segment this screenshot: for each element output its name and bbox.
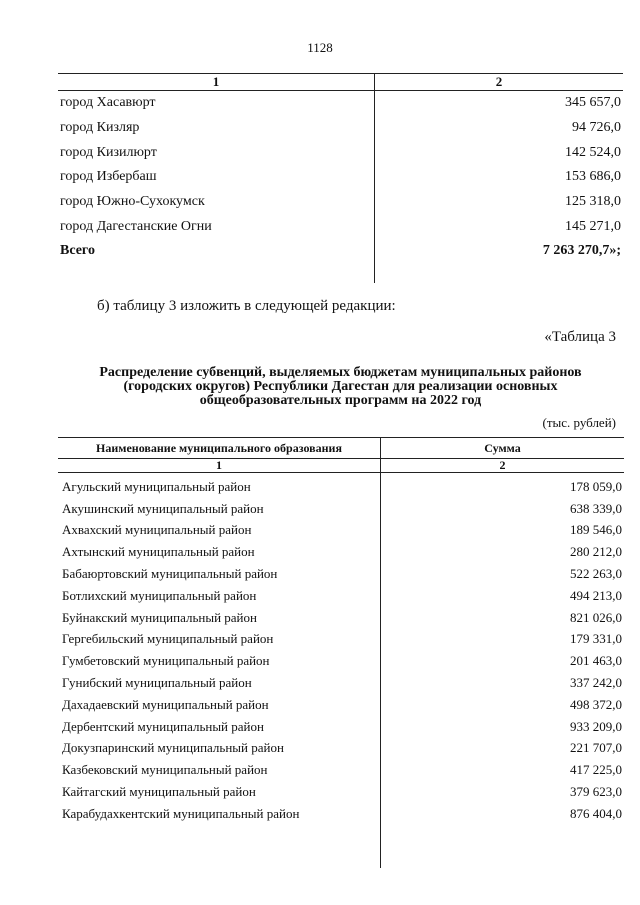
- row-name: город Южно-Сухокумск: [60, 194, 205, 210]
- total-label: Всего: [60, 243, 95, 259]
- row-value: 345 657,0: [565, 95, 621, 111]
- row-name: Буйнакский муниципальный район: [62, 609, 257, 625]
- row-name: Ахвахский муниципальный район: [62, 522, 252, 538]
- row-name: Гергебильский муниципальный район: [62, 631, 274, 647]
- table-row: [58, 735, 624, 757]
- table-row: [58, 495, 624, 517]
- row-name: город Хасавюрт: [60, 95, 156, 111]
- row-value: 498 372,0: [570, 696, 622, 712]
- column-header-1: 1: [58, 74, 375, 90]
- table-row: [58, 647, 624, 669]
- row-value: 94 726,0: [572, 120, 621, 136]
- units-label: (тыс. рублей): [542, 415, 616, 430]
- row-name: Дахадаевский муниципальный район: [62, 696, 269, 712]
- table-row: [58, 560, 624, 582]
- row-value: 201 463,0: [570, 653, 622, 669]
- column-number-1: 1: [58, 458, 380, 472]
- total-row: [58, 239, 623, 264]
- table-row: [58, 538, 624, 560]
- table-row: [58, 626, 624, 648]
- row-name: Ботлихский муниципальный район: [62, 587, 257, 603]
- table-row: [58, 604, 624, 626]
- row-name: город Дагестанские Огни: [60, 218, 212, 234]
- table-row: [58, 190, 623, 215]
- row-name: город Кизилюрт: [60, 144, 157, 160]
- row-name: Казбековский муниципальный район: [62, 762, 268, 778]
- row-value: 638 339,0: [570, 500, 622, 516]
- table-header: [58, 73, 623, 91]
- column-header-sum: Сумма: [484, 441, 521, 455]
- row-name: Карабудахкентский муниципальный район: [62, 805, 300, 821]
- row-name: Кайтагский муниципальный район: [62, 783, 256, 799]
- table-row: [58, 116, 623, 141]
- amendment-paragraph: б) таблицу 3 изложить в следующей редакции:: [97, 298, 396, 314]
- row-value: 337 242,0: [570, 674, 622, 690]
- row-value: 280 212,0: [570, 544, 622, 560]
- row-name: Ахтынский муниципальный район: [62, 544, 255, 560]
- table-continuation: [58, 73, 623, 264]
- row-name: Докузпаринский муниципальный район: [62, 740, 284, 756]
- row-value: 142 524,0: [565, 144, 621, 160]
- row-value: 417 225,0: [570, 762, 622, 778]
- title-line: (городских округов) Республики Дагестан для реализации основных: [123, 379, 558, 394]
- table-row: [58, 691, 624, 713]
- row-name: город Кизляр: [60, 120, 140, 136]
- total-value: 7 263 270,7»;: [542, 243, 621, 259]
- row-value: 189 546,0: [570, 522, 622, 538]
- table-title: [58, 366, 623, 408]
- table-row: [58, 713, 624, 735]
- row-value: 494 213,0: [570, 587, 622, 603]
- row-value: 221 707,0: [570, 740, 622, 756]
- row-value: 153 686,0: [565, 169, 621, 185]
- table-header: [58, 437, 624, 473]
- row-value: 179 331,0: [570, 631, 622, 647]
- column-header-2: 2: [495, 74, 503, 89]
- page-number: 1128: [307, 40, 333, 55]
- table-row: [58, 517, 624, 539]
- row-name: Дербентский муниципальный район: [62, 718, 264, 734]
- table-row: [58, 756, 624, 778]
- row-value: 933 209,0: [570, 718, 622, 734]
- row-name: Агульский муниципальный район: [62, 478, 251, 494]
- table-row: [58, 91, 623, 116]
- row-name: город Избербаш: [60, 169, 157, 185]
- row-name: Бабаюртовский муниципальный район: [62, 565, 278, 581]
- table-row: [58, 582, 624, 604]
- column-number-2: 2: [381, 458, 624, 472]
- title-line: Распределение субвенций, выделяемых бюджетам муниципальных районов: [99, 365, 582, 380]
- table-label: «Таблица 3: [544, 329, 616, 345]
- row-value: 178 059,0: [570, 478, 622, 494]
- table-row: [58, 800, 624, 822]
- table-row: [58, 165, 623, 190]
- row-value: 522 263,0: [570, 565, 622, 581]
- table-row: [58, 214, 623, 239]
- row-name: Гумбетовский муниципальный район: [62, 653, 270, 669]
- title-line: общеобразовательных программ на 2022 год: [199, 393, 482, 408]
- table-row: [58, 473, 624, 495]
- column-header-name: Наименование муниципального образования: [96, 441, 342, 455]
- row-value: 876 404,0: [570, 805, 622, 821]
- row-value: 379 623,0: [570, 783, 622, 799]
- table-row: [58, 140, 623, 165]
- table-row: [58, 669, 624, 691]
- row-value: 821 026,0: [570, 609, 622, 625]
- table-row: [58, 778, 624, 800]
- row-value: 145 271,0: [565, 218, 621, 234]
- subvention-table: [58, 437, 624, 822]
- row-name: Акушинский муниципальный район: [62, 500, 264, 516]
- row-name: Гунибский муниципальный район: [62, 674, 252, 690]
- row-value: 125 318,0: [565, 194, 621, 210]
